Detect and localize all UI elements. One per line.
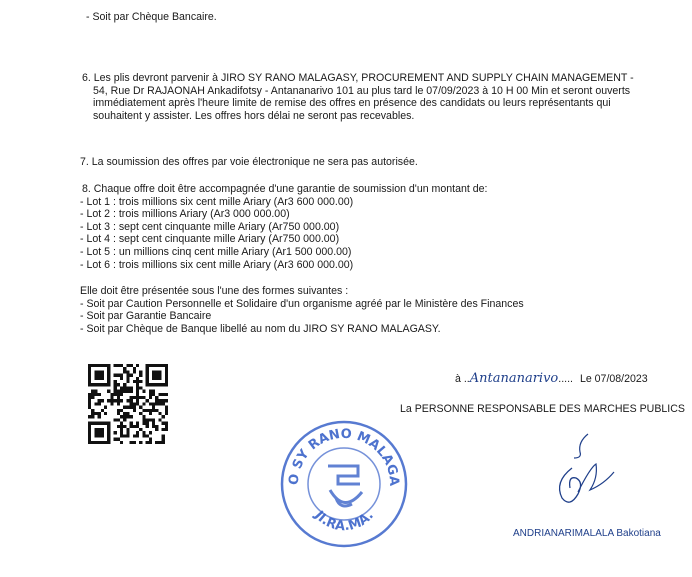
guarantee-form-item: - Soit par Garantie Bancaire — [80, 310, 212, 323]
signatory-title: La PERSONNE RESPONSABLE DES MARCHES PUBLICS — [400, 403, 685, 415]
section-6-line-2: 54, Rue Dr RAJAONAH Ankadifotsy - Antananarivo 101 au plus tard le 07/09/2023 à 10 H 00 Min et seront ouverts — [93, 84, 631, 97]
section-6 — [82, 72, 677, 122]
handwritten-signature — [548, 428, 620, 512]
lot-item: - Lot 3 : sept cent cinquante mille Ariary (Ar750 000.00) — [80, 220, 340, 233]
lot-item: - Lot 4 : sept cent cinquante mille Ariary (Ar750 000.00) — [80, 233, 340, 246]
section-6-line-3: immédiatement après l'heure limite de remise des offres en présence des candidats ou leurs représentants qui — [93, 97, 611, 110]
signer-name: ANDRIANARIMALALA Bakotiana — [513, 528, 661, 539]
section-7: 7. La soumission des offres par voie électronique ne sera pas autorisée. — [80, 156, 418, 168]
lot-item: - Lot 6 : trois millions six cent mille Ariary (Ar3 600 000.00) — [80, 258, 354, 271]
guarantee-intro: Elle doit être présentée sous l'une des formes suivantes : — [80, 285, 349, 297]
section-6-line-1: 6. Les plis devront parvenir à JIRO SY RANO MALAGASY, PROCUREMENT AND SUPPLY CHAIN MANAGEMENT - — [82, 72, 634, 84]
stamp-top-text: O SY RANO MALAGA — [286, 426, 402, 487]
official-stamp — [278, 418, 410, 550]
lot-item: - Lot 5 : un millions cinq cent mille Ariary (Ar1 500 000.00) — [80, 245, 352, 258]
place-handwritten: Antananarivo — [469, 371, 559, 386]
lot-item: - Lot 1 : trois millions six cent mille Ariary (Ar3 600 000.00) — [80, 195, 354, 208]
section-8-heading: 8. Chaque offre doit être accompagnée d'une garantie de soumission d'un montant de: — [82, 183, 488, 195]
document-date: Le 07/08/2023 — [579, 373, 648, 385]
payment-cheque-line: - Soit par Chèque Bancaire. — [86, 11, 217, 23]
qr-code-icon — [88, 364, 168, 444]
stamp-bottom-text: JI.RA.MA. — [311, 508, 377, 535]
svg-text:JI.RA.MA. — [311, 508, 377, 535]
stamp-emblem-icon — [328, 466, 362, 506]
place-date-line — [455, 373, 648, 386]
place-prefix: à .. — [455, 373, 470, 385]
place-dots: ..... — [558, 373, 573, 385]
guarantee-form-item: - Soit par Chèque de Banque libellé au nom du JIRO SY RANO MALAGASY. — [80, 322, 441, 335]
guarantee-forms — [80, 285, 524, 335]
section-6-line-4: souhaitent y assister. Les offres hors délai ne seront pas recevables. — [93, 109, 415, 122]
guarantee-form-item: - Soit par Caution Personnelle et Solidaire d'un organisme agréé par le Ministère des Finances — [80, 297, 524, 310]
section-8 — [80, 183, 488, 271]
lot-item: - Lot 2 : trois millions Ariary (Ar3 000 000.00) — [80, 208, 290, 221]
